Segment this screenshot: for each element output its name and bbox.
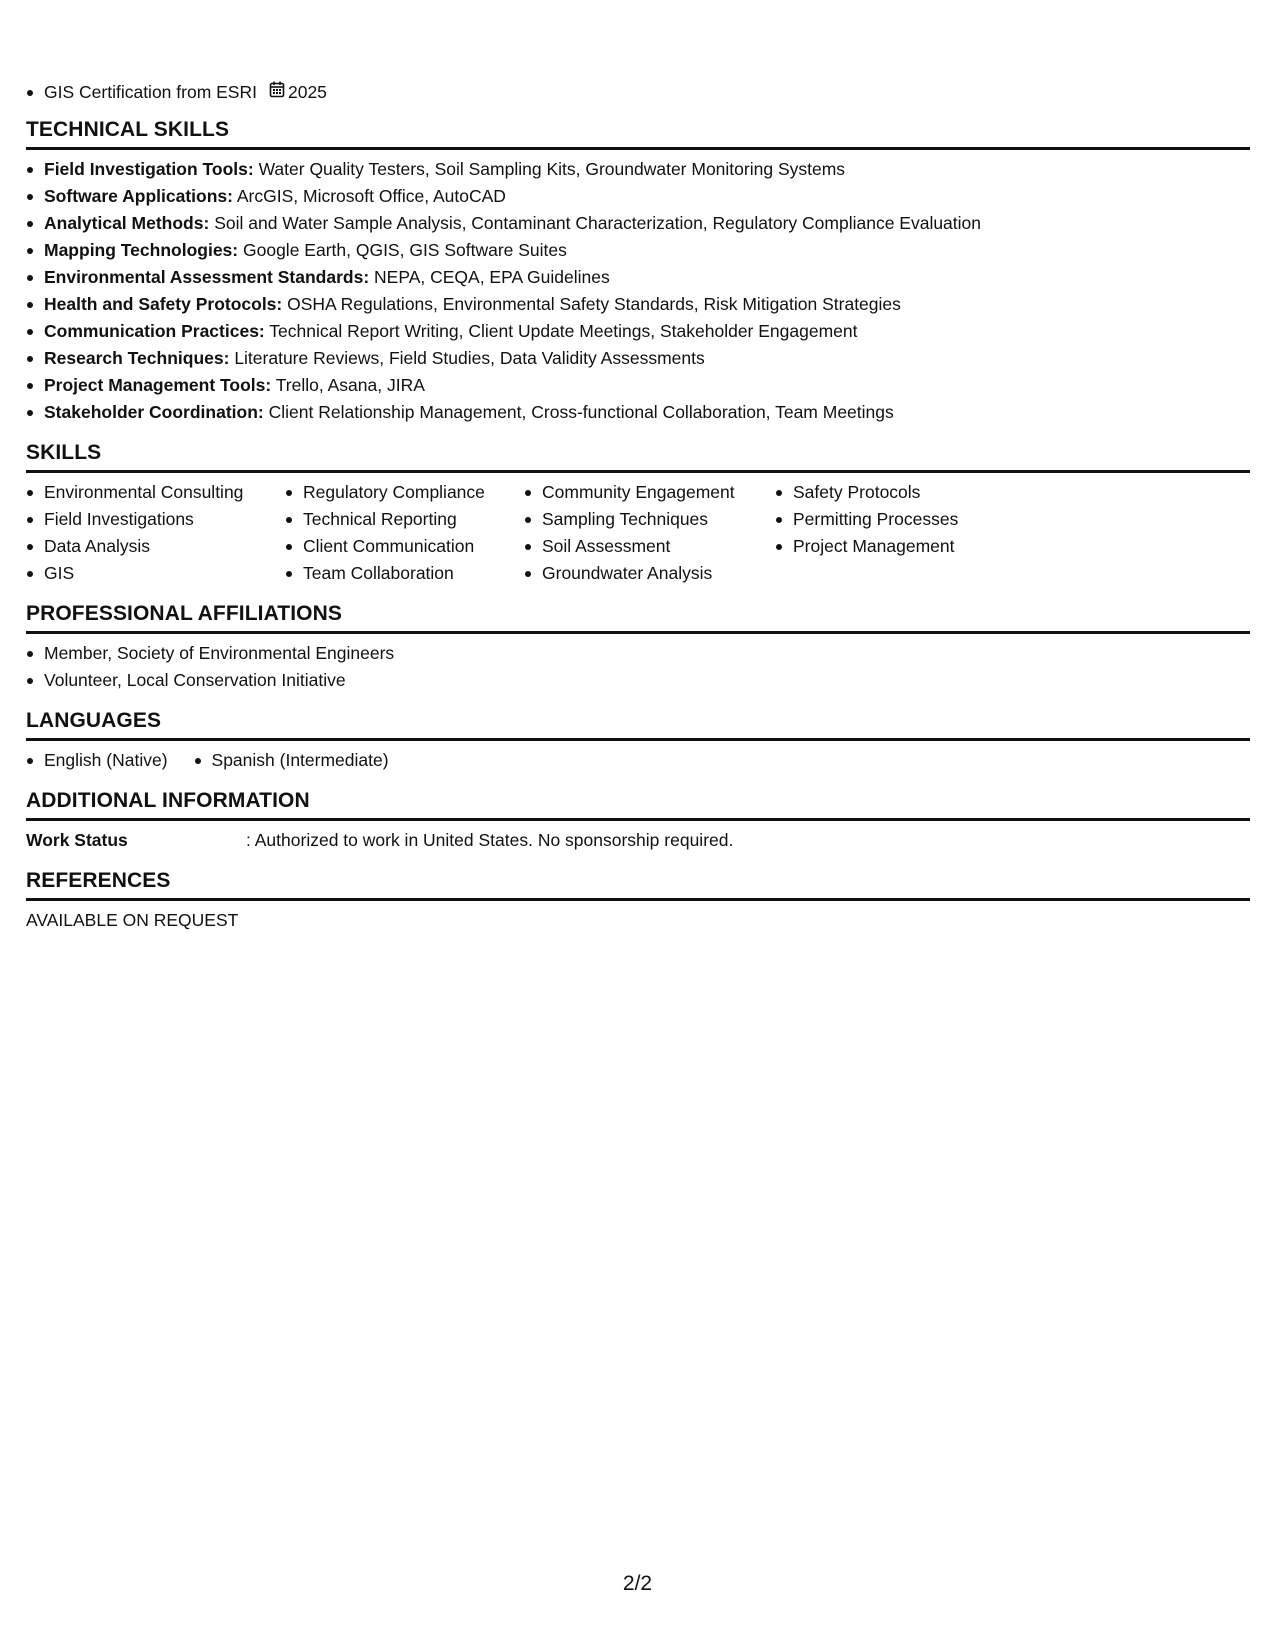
page-number: 2/2	[622, 1572, 653, 1595]
technical-skill-label: Mapping Technologies:	[44, 240, 239, 260]
work-status-label: Work Status	[26, 830, 128, 850]
skill-item: Project Management	[775, 533, 1025, 560]
certification-item	[26, 79, 1250, 106]
technical-skill-value: Google Earth, QGIS, GIS Software Suites	[243, 240, 567, 260]
technical-skill-label: Software Applications:	[44, 186, 233, 206]
skills-column	[26, 479, 285, 587]
additional-info-heading: ADDITIONAL INFORMATION	[26, 788, 1250, 821]
resume-page	[26, 79, 1250, 934]
skills-grid	[26, 479, 1250, 587]
skills-heading: SKILLS	[26, 440, 1250, 473]
technical-skill-value: Client Relationship Management, Cross-functional Collaboration, Team Meetings	[268, 402, 894, 422]
technical-skills-list	[26, 156, 1250, 426]
skill-item: Sampling Techniques	[524, 506, 775, 533]
language-item: English (Native)	[26, 747, 168, 774]
technical-skill-label: Communication Practices:	[44, 321, 265, 341]
skill-item: Regulatory Compliance	[285, 479, 524, 506]
technical-skill-item	[26, 210, 1250, 237]
technical-skill-item	[26, 156, 1250, 183]
technical-skill-label: Project Management Tools:	[44, 375, 272, 395]
work-status-row	[26, 827, 1250, 854]
skills-column	[775, 479, 1025, 587]
skill-item: Permitting Processes	[775, 506, 1025, 533]
technical-skill-value: Trello, Asana, JIRA	[275, 375, 425, 395]
skill-item: Environmental Consulting	[26, 479, 285, 506]
technical-skill-item	[26, 183, 1250, 210]
skill-item: Groundwater Analysis	[524, 560, 775, 587]
languages-list	[26, 747, 1250, 774]
skill-item: GIS	[26, 560, 285, 587]
technical-skill-item	[26, 318, 1250, 345]
skill-item: Team Collaboration	[285, 560, 524, 587]
language-item: Spanish (Intermediate)	[194, 747, 389, 774]
technical-skill-value: NEPA, CEQA, EPA Guidelines	[374, 267, 610, 287]
skills-column	[285, 479, 524, 587]
affiliation-item: Volunteer, Local Conservation Initiative	[26, 667, 1250, 694]
technical-skill-label: Analytical Methods:	[44, 213, 210, 233]
technical-skill-value: Literature Reviews, Field Studies, Data Validity Assessments	[234, 348, 705, 368]
certification-name: GIS Certification from ESRI	[44, 82, 257, 102]
affiliations-list	[26, 640, 1250, 694]
technical-skill-value: Soil and Water Sample Analysis, Contaminant Characterization, Regulatory Compliance Evaluation	[214, 213, 982, 233]
technical-skill-item	[26, 264, 1250, 291]
technical-skill-label: Health and Safety Protocols:	[44, 294, 283, 314]
skill-item: Community Engagement	[524, 479, 775, 506]
skill-item: Soil Assessment	[524, 533, 775, 560]
technical-skill-item	[26, 291, 1250, 318]
languages-heading: LANGUAGES	[26, 708, 1250, 741]
technical-skill-value: Water Quality Testers, Soil Sampling Kits, Groundwater Monitoring Systems	[258, 159, 846, 179]
references-text: AVAILABLE ON REQUEST	[26, 910, 239, 930]
affiliation-item: Member, Society of Environmental Engineers	[26, 640, 1250, 667]
skills-column	[524, 479, 775, 587]
technical-skill-item	[26, 345, 1250, 372]
skill-item: Technical Reporting	[285, 506, 524, 533]
technical-skills-heading: TECHNICAL SKILLS	[26, 117, 1250, 150]
work-status-value: : Authorized to work in United States. No sponsorship required.	[246, 830, 734, 850]
skill-item: Safety Protocols	[775, 479, 1025, 506]
technical-skill-label: Environmental Assessment Standards:	[44, 267, 370, 287]
skill-item: Field Investigations	[26, 506, 285, 533]
certifications-list	[26, 79, 1250, 106]
certification-year: 2025	[287, 82, 327, 102]
technical-skill-label: Research Techniques:	[44, 348, 230, 368]
references-heading: REFERENCES	[26, 868, 1250, 901]
technical-skill-item	[26, 237, 1250, 264]
technical-skill-item	[26, 399, 1250, 426]
technical-skill-item	[26, 372, 1250, 399]
technical-skill-value: ArcGIS, Microsoft Office, AutoCAD	[236, 186, 506, 206]
technical-skill-label: Stakeholder Coordination:	[44, 402, 264, 422]
skill-item: Data Analysis	[26, 533, 285, 560]
technical-skill-value: OSHA Regulations, Environmental Safety Standards, Risk Mitigation Strategies	[287, 294, 901, 314]
technical-skill-label: Field Investigation Tools:	[44, 159, 254, 179]
calendar-icon	[269, 79, 285, 106]
technical-skill-value: Technical Report Writing, Client Update Meetings, Stakeholder Engagement	[269, 321, 858, 341]
skill-item: Client Communication	[285, 533, 524, 560]
affiliations-heading: PROFESSIONAL AFFILIATIONS	[26, 601, 1250, 634]
